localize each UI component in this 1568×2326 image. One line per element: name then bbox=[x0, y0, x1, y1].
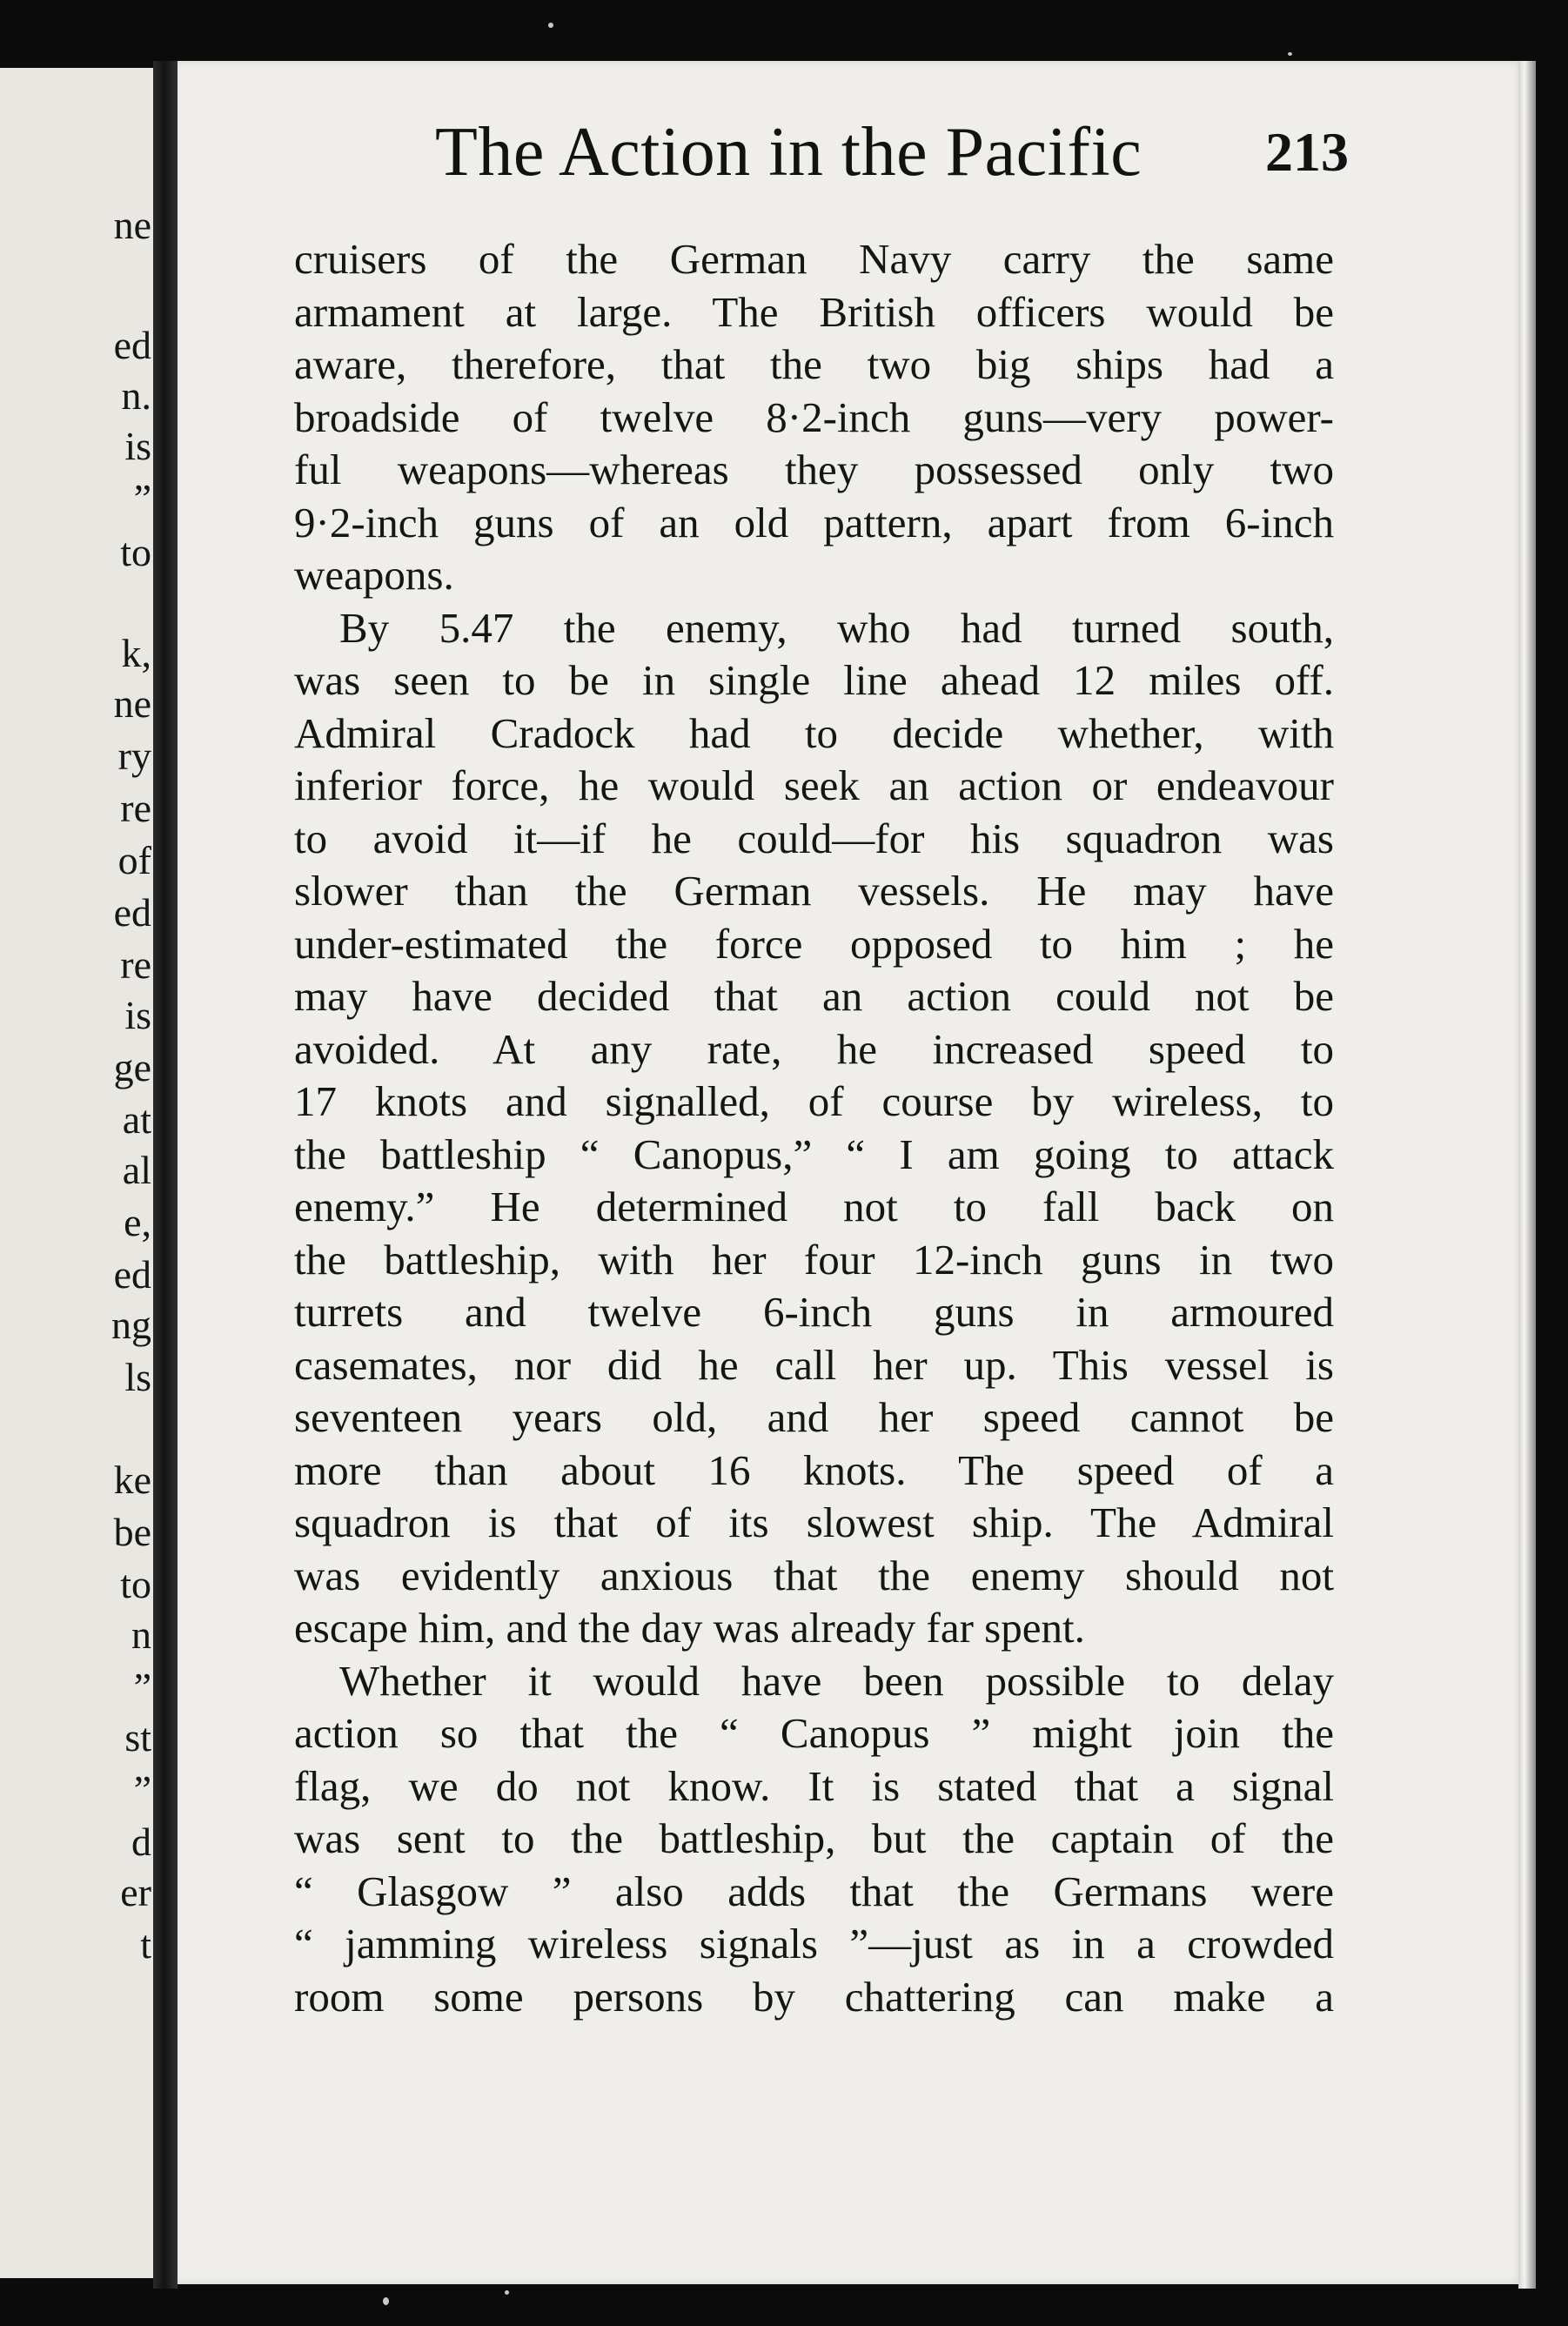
facing-page-fragment: ed bbox=[113, 890, 151, 935]
text-line: slower than the German vessels. He may have bbox=[294, 867, 1334, 915]
facing-page-fragment: n. bbox=[121, 373, 151, 418]
facing-page-fragment: ne bbox=[113, 681, 151, 726]
text-line: weapons. bbox=[294, 551, 454, 599]
facing-page-fragment: ry bbox=[117, 734, 151, 778]
paragraph bbox=[294, 602, 1334, 1655]
text-line: Whether it would have been possible to delay bbox=[339, 1656, 1334, 1705]
text-line: escape him, and the day was already far spent. bbox=[294, 1604, 1085, 1652]
text-line: armament at large. The British officers would be bbox=[294, 287, 1334, 336]
facing-page-fragment: of bbox=[117, 838, 151, 882]
dust-speck bbox=[548, 23, 553, 28]
facing-page-fragment: st bbox=[124, 1715, 151, 1760]
text-line: action so that the “ Canopus ” might join the bbox=[294, 1709, 1334, 1757]
text-line: flag, we do not know. It is stated that a signal bbox=[294, 1761, 1334, 1810]
book-gutter bbox=[153, 61, 178, 2289]
facing-page-fragment: ed bbox=[113, 1252, 151, 1297]
facing-page-fragment: re bbox=[120, 942, 151, 987]
paragraph bbox=[294, 1655, 1334, 2024]
facing-page-fragment: to bbox=[120, 530, 151, 574]
facing-page-fragment: ” bbox=[133, 476, 151, 520]
text-line: casemates, nor did he call her up. This vessel is bbox=[294, 1340, 1334, 1389]
paragraph bbox=[294, 233, 1334, 602]
text-line: turrets and twelve 6-inch guns in armoured bbox=[294, 1288, 1334, 1336]
facing-page-fragment: is bbox=[124, 424, 151, 468]
text-line: aware, therefore, that the two big ships had a bbox=[294, 340, 1334, 388]
running-header bbox=[261, 113, 1349, 200]
text-line: room some persons by chattering can make a bbox=[294, 1972, 1334, 2021]
text-line: under-estimated the force opposed to him ; he bbox=[294, 919, 1334, 968]
facing-page-fragment: d bbox=[131, 1820, 151, 1864]
text-line: enemy.” He determined not to fall back on bbox=[294, 1183, 1334, 1230]
facing-page-fragment: ed bbox=[113, 323, 151, 367]
facing-page-fragment: to bbox=[120, 1562, 151, 1606]
text-line: By 5.47 the enemy, who had turned south, bbox=[339, 603, 1334, 652]
text-line: “ jamming wireless signals ”—just as in a crowded bbox=[294, 1920, 1334, 1967]
text-line: may have decided that an action could not be bbox=[294, 972, 1334, 1020]
facing-page-fragment: al bbox=[122, 1148, 151, 1192]
facing-page-fragment: at bbox=[122, 1097, 151, 1142]
facing-page-fragment: er bbox=[120, 1870, 151, 1914]
facing-page-fragment: n bbox=[131, 1612, 151, 1657]
text-line: was evidently anxious that the enemy should not bbox=[294, 1551, 1334, 1599]
text-line: was seen to be in single line ahead 12 miles off. bbox=[294, 656, 1334, 704]
text-line: 17 knots and signalled, of course by wireless, to bbox=[294, 1077, 1334, 1125]
facing-page-fragment: ng bbox=[111, 1303, 151, 1347]
text-line: avoided. At any rate, he increased speed to bbox=[294, 1024, 1334, 1073]
facing-page-fragment: ” bbox=[133, 1767, 151, 1812]
facing-page-fragment: ke bbox=[113, 1458, 151, 1502]
facing-page-fragment: ls bbox=[124, 1355, 151, 1399]
text-line: the battleship, with her four 12-inch guns in two bbox=[294, 1235, 1334, 1284]
dust-speck bbox=[1288, 52, 1292, 56]
dust-speck bbox=[505, 2290, 509, 2295]
text-line: 9·2-inch guns of an old pattern, apart from 6-inch bbox=[294, 498, 1334, 546]
text-line: squadron is that of its slowest ship. The Admiral bbox=[294, 1498, 1334, 1546]
facing-page-fragment: ge bbox=[113, 1045, 151, 1089]
facing-page-fragment: k, bbox=[121, 631, 151, 675]
page-number: 213 bbox=[1265, 121, 1349, 183]
text-line: “ Glasgow ” also adds that the Germans were bbox=[294, 1867, 1334, 1915]
text-line: was sent to the battleship, but the captain of the bbox=[294, 1814, 1334, 1862]
text-line: seventeen years old, and her speed cannot be bbox=[294, 1393, 1334, 1441]
text-line: cruisers of the German Navy carry the same bbox=[294, 235, 1334, 283]
page-edge bbox=[1518, 61, 1536, 2289]
body-text bbox=[294, 233, 1334, 2023]
facing-page bbox=[0, 68, 157, 2278]
facing-page-fragment: be bbox=[113, 1510, 151, 1554]
facing-page-fragment: t bbox=[140, 1922, 151, 1967]
facing-page-fragment: is bbox=[124, 993, 151, 1037]
text-line: Admiral Cradock had to decide whether, with bbox=[294, 708, 1334, 757]
dust-speck bbox=[383, 2297, 389, 2305]
facing-page-fragment: ne bbox=[113, 203, 151, 247]
text-line: to avoid it—if he could—for his squadron was bbox=[294, 814, 1334, 862]
text-line: ful weapons—whereas they possessed only two bbox=[294, 446, 1334, 493]
text-line: broadside of twelve 8·2-inch guns—very power- bbox=[294, 392, 1334, 441]
running-title: The Action in the Pacific bbox=[435, 114, 1142, 191]
facing-page-fragment: re bbox=[120, 786, 151, 830]
text-line: the battleship “ Canopus,” “ I am going to attack bbox=[294, 1129, 1334, 1178]
text-line: inferior force, he would seek an action or endeavour bbox=[294, 761, 1334, 809]
text-line: more than about 16 knots. The speed of a bbox=[294, 1445, 1334, 1494]
facing-page-fragment: ” bbox=[133, 1665, 151, 1709]
facing-page-fragment: e, bbox=[124, 1200, 151, 1244]
